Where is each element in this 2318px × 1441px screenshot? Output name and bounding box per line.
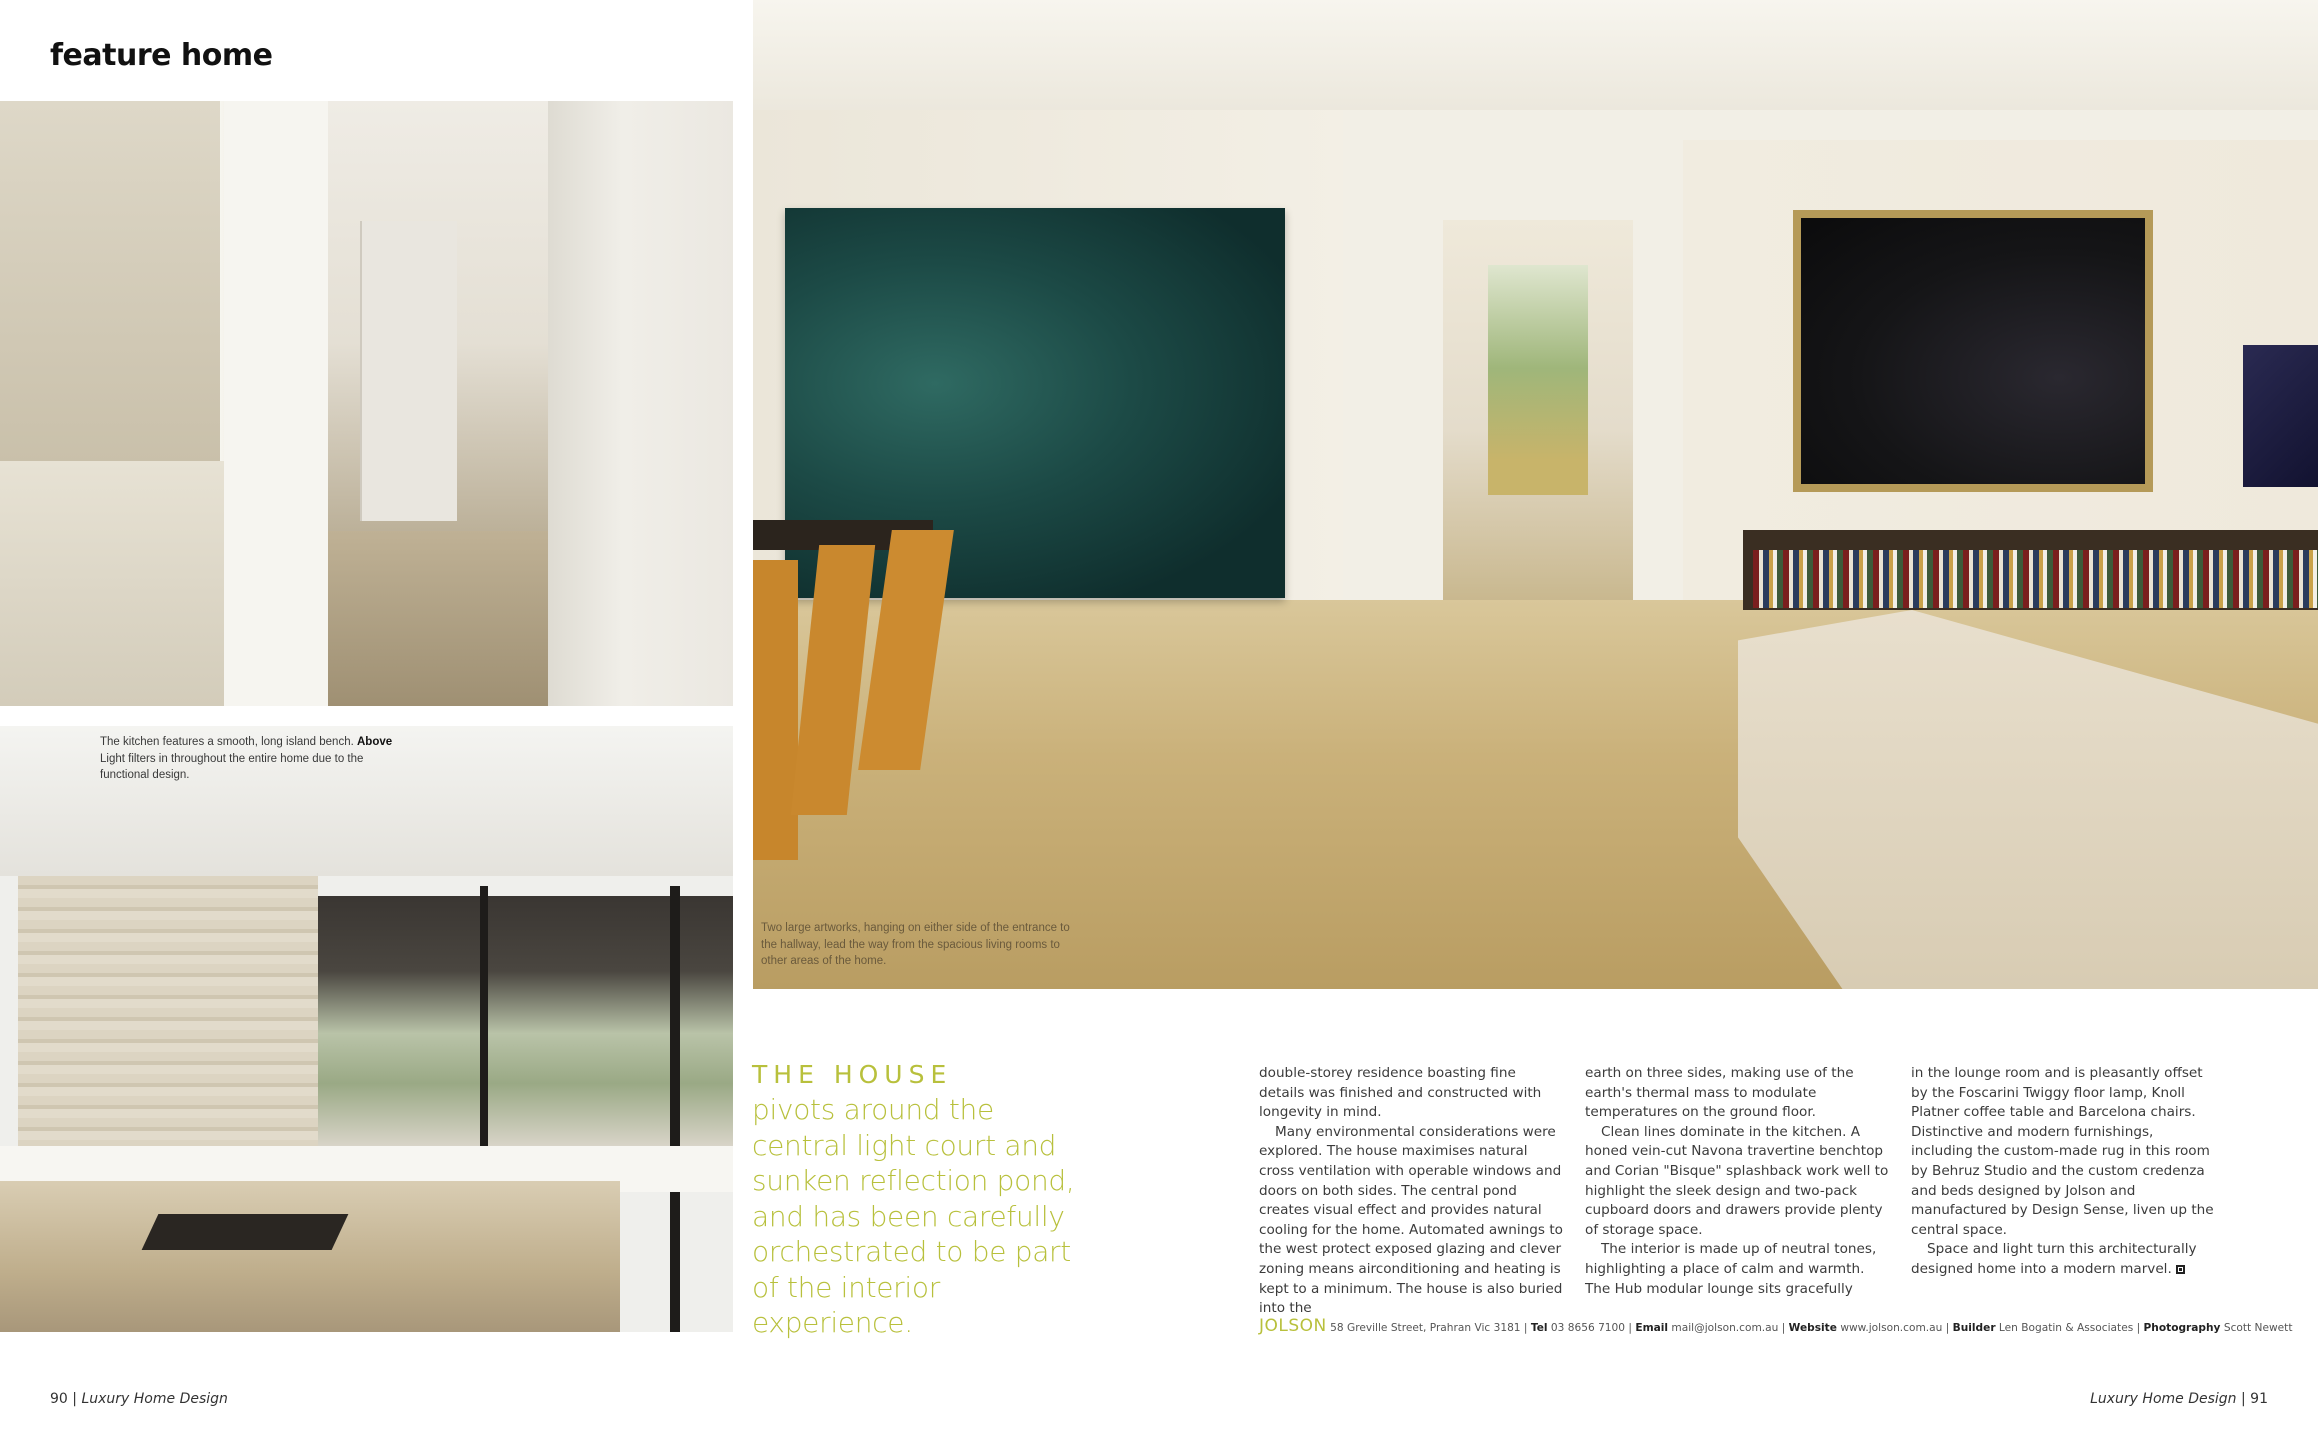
caption-artworks: Two large artworks, hanging on either side of the entrance to the hallway, lead the way from the spacious living rooms to other areas of the home.	[761, 922, 1070, 967]
pull-quote-body: pivots around the central light court and sunken reflection pond, and has been carefully orchestrated to be part of the interior experience.	[752, 1093, 1075, 1339]
photo-bathroom-corridor	[0, 101, 733, 706]
end-mark-icon	[2176, 1265, 2185, 1274]
body-column-1	[1259, 1064, 1564, 1319]
paragraph: double-storey residence boasting fine details was finished and constructed with longevity in mind.	[1259, 1065, 1542, 1121]
pull-quote	[752, 1058, 1082, 1341]
credits-line: JOLSON 58 Greville Street, Prahran Vic 3181 | Tel 03 8656 7100 | Email mail@jolson.com.au | Website www.jolson.com.au | Builder Len Bogatin & Associates | Photography Scott Newett	[1259, 1316, 2293, 1336]
pull-quote-heading: THE HOUSE	[752, 1060, 953, 1089]
photo-kitchen	[0, 726, 733, 1332]
artwork-framed-portrait	[1793, 210, 2153, 492]
paragraph: The interior is made up of neutral tones, highlighting a place of calm and warmth. The Hub modular lounge sits gracefully	[1585, 1241, 1877, 1297]
photo-living-room	[753, 0, 2318, 989]
brand-name: JOLSON	[1259, 1316, 1327, 1336]
paragraph: earth on three sides, making use of the earth's thermal mass to modulate temperatures on the ground floor.	[1585, 1065, 1854, 1121]
email-link[interactable]: mail@jolson.com.au	[1671, 1322, 1779, 1334]
folio-right: Luxury Home Design | 91	[2090, 1391, 2268, 1407]
paragraph: Many environmental considerations were explored. The house maximises natural cross ventilation with operable windows and doors on both sides. The central pond creates visual effect and provides natural cooling for the home. Automated awnings to the west protect exposed glazing and clever zoning means airconditioning and heating is kept to a minimum. The house is also buried into the	[1259, 1123, 1563, 1317]
body-column-3	[1911, 1064, 2216, 1280]
paragraph: in the lounge room and is pleasantly offset by the Foscarini Twiggy floor lamp, Knoll Platner coffee table and Barcelona chairs. Distinctive and modern furnishings, including the custom-made rug in this room by Behruz Studio and the custom credenza and beds designed by Jolson and manufactured by Design Sense, liven up the central space.	[1911, 1065, 2214, 1238]
paragraph: Clean lines dominate in the kitchen. A honed vein-cut Navona travertine benchtop and Corian "Bisque" splashback work well to highlight the sleek design and two-pack cupboard doors and drawers provide plenty of storage space.	[1585, 1123, 1889, 1238]
caption-kitchen: The kitchen features a smooth, long island bench. Above Light filters in throughout the entire home due to the functional design.	[100, 736, 393, 781]
paragraph: Space and light turn this architecturally designed home into a modern marvel.	[1911, 1241, 2197, 1277]
website-link[interactable]: www.jolson.com.au	[1840, 1322, 1943, 1334]
section-label: feature home	[50, 38, 273, 73]
folio-left: 90 | Luxury Home Design	[50, 1391, 228, 1407]
body-column-2	[1585, 1064, 1890, 1299]
